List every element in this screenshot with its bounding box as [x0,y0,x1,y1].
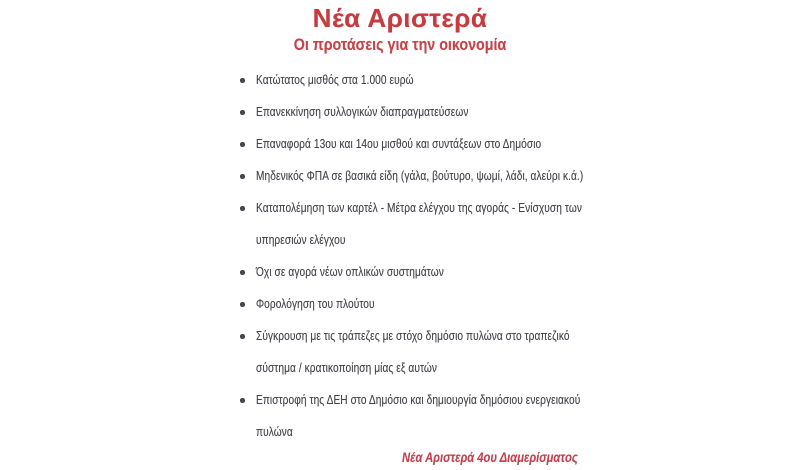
list-item-text: Καταπολέμηση των καρτέλ - Μέτρα ελέγχου της αγοράς - Ενίσχυση των [256,200,582,215]
list-item [240,384,800,448]
list-item-text: Φορολόγηση του πλούτου [256,296,375,311]
bullet-dot-icon [240,256,256,275]
list-item [240,320,800,384]
signature-line: Νέα Αριστερά 4ου Διαμερίσματος [402,449,578,465]
bullet-dot-icon [240,64,256,83]
page-subtitle: Οι προτάσεις για την οικονομία [293,35,507,54]
list-item [240,256,800,288]
document-page [0,3,800,470]
list-item [240,96,800,128]
list-item-text: Κατώτατος μισθός στα 1.000 ευρώ [256,72,414,87]
bullet-dot-icon [240,384,256,403]
bullet-dot-icon [240,96,256,115]
page-title: Νέα Αριστερά [312,3,488,33]
bullet-dot-icon [240,160,256,179]
list-item [240,64,800,96]
proposal-list [0,64,800,448]
list-item-text: σύστημα / κρατικοποίηση μίας εξ αυτών [256,360,438,375]
list-item [240,288,800,320]
list-item-text: Επαναφορά 13ου και 14ου μισθού και συντάξεων στο Δημόσιο [256,136,542,151]
bullet-dot-icon [240,320,256,339]
bullet-dot-icon [240,192,256,211]
list-item-text: Επιστροφή της ΔΕΗ στο Δημόσιο και δημιουργία δημόσιου ενεργειακού [256,392,581,407]
bullet-dot-icon [240,288,256,307]
list-item-text: υπηρεσιών ελέγχου [256,232,346,247]
list-item [240,192,800,256]
list-item-text: Μηδενικός ΦΠΑ σε βασικά είδη (γάλα, βούτυρο, ψωμί, λάδι, αλεύρι κ.ά.) [256,168,584,183]
list-item-text: πυλώνα [256,424,293,439]
list-item-text: Επανεκκίνηση συλλογικών διαπραγματεύσεων [256,104,469,119]
signature-row [0,448,800,467]
list-item-text: Σύγκρουση με τις τράπεζες με στόχο δημόσιο πυλώνα στο τραπεζικό [256,328,570,343]
bullet-dot-icon [240,128,256,147]
list-item-text: Όχι σε αγορά νέων οπλικών συστημάτων [256,264,444,279]
list-item [240,160,800,192]
list-item [240,128,800,160]
